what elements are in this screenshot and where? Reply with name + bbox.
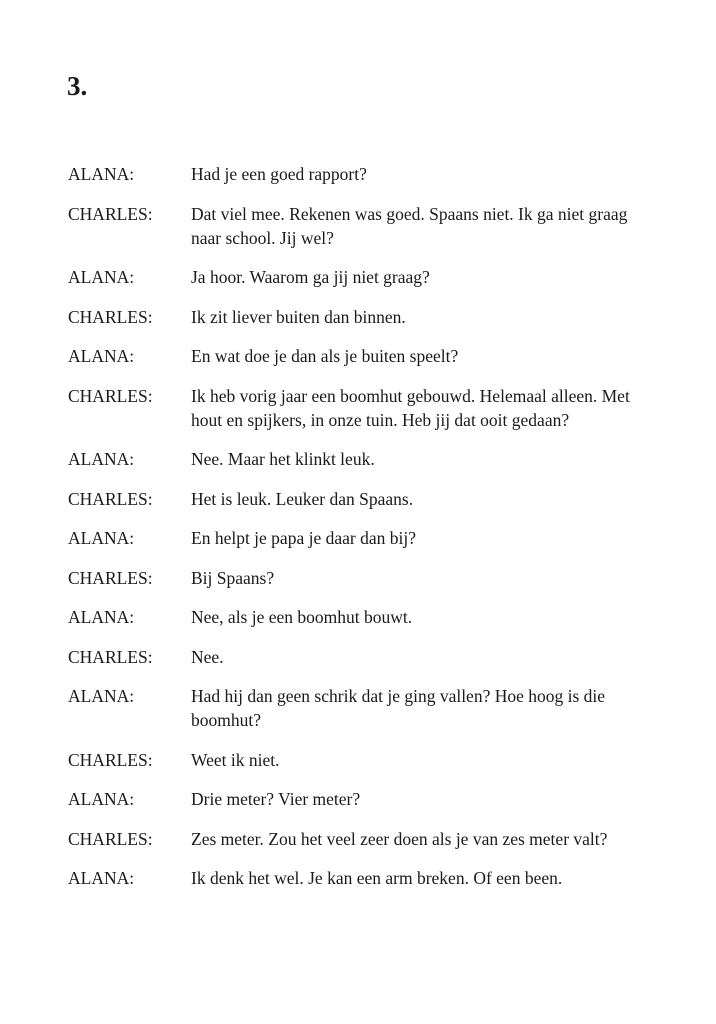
dialogue-text: Weet ik niet. bbox=[191, 749, 280, 770]
dialogue-text: Ik denk het wel. Je kan een arm breken. Of een been. bbox=[191, 868, 563, 888]
dialogue-text: Het is leuk. Leuker dan Spaans. bbox=[191, 488, 414, 509]
dialogue-line bbox=[68, 684, 658, 732]
dialogue-text: Ik heb vorig jaar een boomhut gebouwd. Helemaal alleen. Met hout en spijkers, in onze tuin. Heb jij dat ooit gedaan? bbox=[191, 385, 630, 430]
dialogue-line bbox=[68, 487, 658, 511]
speaker-name: ALANA: bbox=[68, 528, 135, 548]
speaker-name: ALANA: bbox=[68, 346, 135, 366]
dialogue-line bbox=[68, 265, 658, 289]
dialogue-text: En helpt je papa je daar dan bij? bbox=[191, 528, 416, 548]
dialogue-text: Drie meter? Vier meter? bbox=[191, 789, 361, 809]
dialogue-line bbox=[68, 787, 658, 811]
dialogue-line bbox=[68, 384, 658, 432]
dialogue-text: Ja hoor. Waarom ga jij niet graag? bbox=[191, 267, 430, 287]
dialogue-text: En wat doe je dan als je buiten speelt? bbox=[191, 346, 459, 366]
dialogue-text: Nee, als je een boomhut bouwt. bbox=[191, 607, 413, 627]
speaker-name: ALANA: bbox=[68, 449, 135, 469]
scene-number: 3. bbox=[67, 71, 88, 101]
dialogue-text: Nee. Maar het klinkt leuk. bbox=[191, 449, 375, 469]
dialogue-line bbox=[68, 305, 658, 329]
speaker-name: CHARLES: bbox=[68, 203, 153, 224]
speaker-name: ALANA: bbox=[68, 686, 135, 706]
dialogue-text: Dat viel mee. Rekenen was goed. Spaans niet. Ik ga niet graag naar school. Jij wel? bbox=[191, 203, 628, 248]
speaker-name: CHARLES: bbox=[68, 828, 153, 849]
dialogue-line bbox=[68, 645, 658, 669]
speaker-name: CHARLES: bbox=[68, 306, 153, 327]
dialogue-line bbox=[68, 827, 658, 851]
dialogue-line bbox=[68, 526, 658, 550]
speaker-name: CHARLES: bbox=[68, 488, 153, 509]
dialogue-line bbox=[68, 748, 658, 772]
dialogue-line bbox=[68, 866, 658, 890]
speaker-name: CHARLES: bbox=[68, 749, 153, 770]
dialogue-text: Bij Spaans? bbox=[191, 567, 275, 588]
speaker-name: ALANA: bbox=[68, 789, 135, 809]
speaker-name: ALANA: bbox=[68, 164, 135, 184]
dialogue-line bbox=[68, 344, 658, 368]
dialogue-list bbox=[68, 162, 658, 906]
dialogue-line bbox=[68, 162, 658, 186]
speaker-name: CHARLES: bbox=[68, 567, 153, 588]
dialogue-text: Nee. bbox=[191, 646, 224, 667]
dialogue-line bbox=[68, 566, 658, 590]
speaker-name: CHARLES: bbox=[68, 385, 153, 406]
speaker-name: CHARLES: bbox=[68, 646, 153, 667]
dialogue-line bbox=[68, 605, 658, 629]
dialogue-line bbox=[68, 202, 658, 250]
speaker-name: ALANA: bbox=[68, 267, 135, 287]
dialogue-text: Had hij dan geen schrik dat je ging vallen? Hoe hoog is die boomhut? bbox=[191, 686, 606, 730]
dialogue-text: Zes meter. Zou het veel zeer doen als je van zes meter valt? bbox=[191, 828, 608, 849]
dialogue-text: Had je een goed rapport? bbox=[191, 164, 367, 184]
speaker-name: ALANA: bbox=[68, 868, 135, 888]
dialogue-line bbox=[68, 447, 658, 471]
speaker-name: ALANA: bbox=[68, 607, 135, 627]
dialogue-text: Ik zit liever buiten dan binnen. bbox=[191, 306, 406, 327]
